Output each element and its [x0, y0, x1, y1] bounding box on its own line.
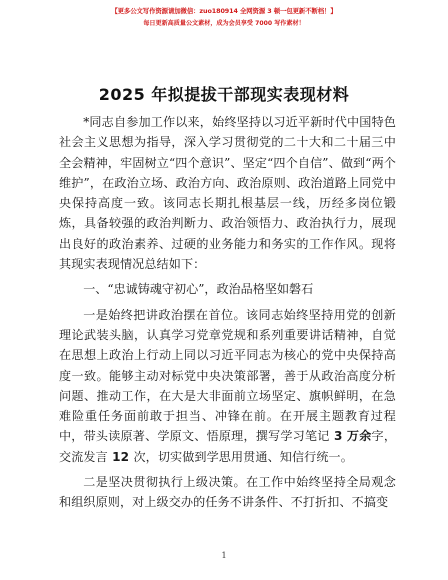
- paragraph-2: 二是坚决贯彻执行上级决策。在工作中始终坚持全局观念和组织原则，对上级交办的任务不讲条件、不打折扣、不搞变: [59, 475, 396, 510]
- page-number: 1: [221, 551, 227, 560]
- paragraph-1-text-a: 一是始终把讲政治摆在首位。该同志始终坚持用党的创新理论武装头脑，认真学习党章党规和系列重要讲话精神，自觉在思想上政治上行动上同以习近平同志为核心的党中央保持高度一致。能够主动对标党中央决策部署，善于从政治高度分析问题、推动工作，在大是大非面前立场坚定、旗帜鲜明，在急难险重任务面前敢于担当、冲锋在前。在开展主题教育过程中，带头读原著、学原文、悟原理，撰写学习笔记: [59, 307, 396, 444]
- banner-line-1: 【更多公文写作资源请加微信：zuo180914 全网资源 3 顿一包更新不断档！】: [111, 7, 337, 15]
- banner-line-2: 每日更新高质量公文素材，成为会员享受 7000 写作素材！: [143, 20, 305, 27]
- promo-banner: [0, 6, 448, 29]
- paragraph-1-text-c: 次，切实做到学思用贯通、知信行统一。: [133, 449, 353, 464]
- document-body: [59, 112, 396, 513]
- paragraph-1-number-2: 12: [107, 449, 134, 464]
- paragraph-1-text-b: 字，交流发言: [59, 429, 397, 464]
- section-heading-1: 一、“忠诚铸魂守初心”，政治品格坚如磐石: [83, 282, 314, 297]
- intro-paragraph: *同志自参加工作以来，始终坚持以习近平新时代中国特色社会主义思想为指导，深入学习贯彻党的二十大和二十届三中全会精神，牢固树立“四个意识”、坚定“四个自信”、做到“两个维护”，在政治立场、政治方向、政治原则、政治道路上同党中央保持高度一致。该同志长期扎根基层一线，历经多岗位锻炼，具备较强的政治判断力、政治领悟力、政治执行力，展现出良好的政治素养、过硬的业务能力和务实的工作作风。现将其现实表现情况总结如下：: [59, 115, 396, 272]
- paragraph-1-number-1: 3 万余: [329, 429, 372, 444]
- paragraph-1: [59, 305, 396, 467]
- document-title: 2025 年拟提拔干部现实表现材料: [98, 85, 350, 104]
